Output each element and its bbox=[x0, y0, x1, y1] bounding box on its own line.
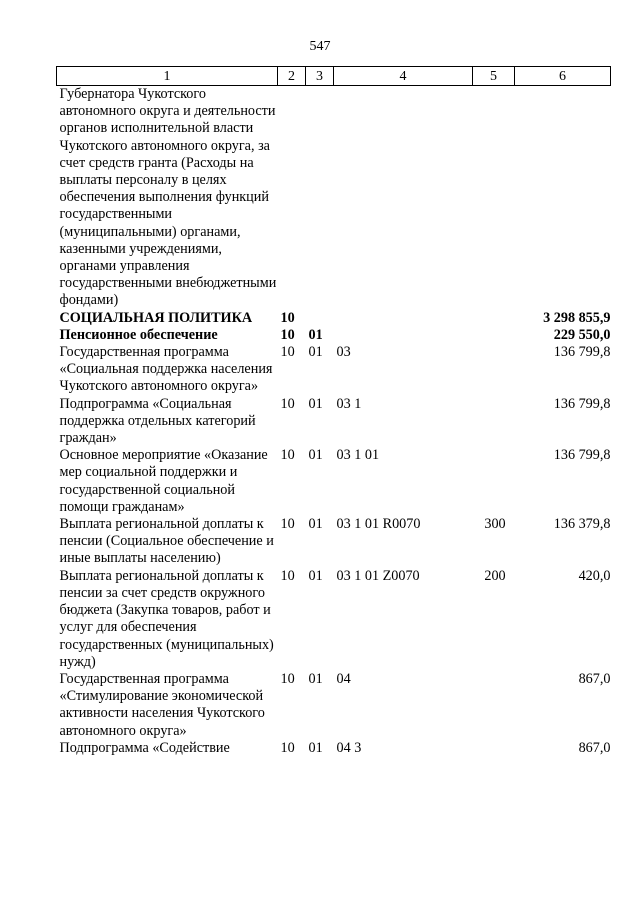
row-name-cell: Подпрограмма «Социальная поддержка отдельных категорий граждан» bbox=[59, 395, 256, 447]
row-amount-cell: 420,0 bbox=[578, 567, 611, 584]
row-subsection-cell bbox=[306, 310, 334, 327]
row-amount-cell: 136 799,8 bbox=[553, 344, 611, 361]
row-name-cell: Губернатора Чукотского автономного округа и деятельности органов исполнительной власти Чукотского автономного округа, за счет средств гранта (Расходы на выплаты персоналу в целях обеспечения выполнения функций государственными (муниципальными) органами, казенными учреждениями, органами управления государственными внебюджетными фондами) bbox=[59, 86, 277, 309]
row-amount-cell: 136 379,8 bbox=[553, 516, 611, 533]
row-target-article-cell: 03 bbox=[336, 344, 351, 361]
row-expense-type-cell bbox=[473, 310, 515, 327]
row-target-article-cell: 04 bbox=[336, 670, 351, 687]
row-section-cell: 10 bbox=[280, 309, 295, 326]
row-subsection-cell: 01 bbox=[308, 395, 323, 412]
row-section-cell bbox=[278, 86, 306, 310]
row-subsection-cell: 01 bbox=[308, 326, 323, 343]
row-name-cell: Выплата региональной доплаты к пенсии за счет средств окружного бюджета (Закупка товаров, работ и услуг для обеспечения государственных (муниципальных) нужд) bbox=[59, 567, 274, 670]
row-expense-type-cell bbox=[473, 344, 515, 396]
row-section-cell: 10 bbox=[280, 516, 295, 533]
row-subsection-cell: 01 bbox=[308, 447, 323, 464]
row-expense-type-cell bbox=[473, 86, 515, 310]
row-section-cell: 10 bbox=[280, 395, 295, 412]
row-name-cell: Основное мероприятие «Оказание мер социальной поддержки и государственной социальной помощи гражданам» bbox=[59, 447, 268, 515]
row-name-cell: СОЦИАЛЬНАЯ ПОЛИТИКА bbox=[59, 309, 253, 326]
column-header: 4 bbox=[334, 67, 473, 86]
row-subsection-cell: 01 bbox=[308, 516, 323, 533]
row-expense-type-cell: 200 bbox=[484, 567, 506, 584]
row-target-article-cell: 03 1 01 Z0070 bbox=[336, 567, 420, 584]
table-row bbox=[57, 310, 611, 327]
row-subsection-cell: 01 bbox=[308, 670, 323, 687]
table-row bbox=[57, 740, 611, 757]
row-subsection-cell: 01 bbox=[308, 739, 323, 756]
row-name-cell: Подпрограмма «Содействие bbox=[59, 739, 230, 756]
row-subsection-cell: 01 bbox=[308, 567, 323, 584]
row-section-cell: 10 bbox=[280, 344, 295, 361]
row-target-article-cell: 04 3 bbox=[336, 739, 362, 756]
table-header-row bbox=[57, 67, 611, 86]
row-section-cell: 10 bbox=[280, 739, 295, 756]
row-target-article-cell: 03 1 bbox=[336, 395, 362, 412]
column-header: 2 bbox=[278, 67, 306, 86]
table-row bbox=[57, 396, 611, 448]
row-amount-cell: 136 799,8 bbox=[553, 447, 611, 464]
row-name-cell: Государственная программа «Социальная поддержка населения Чукотского автономного округа» bbox=[59, 344, 273, 395]
page-number: 547 bbox=[309, 39, 331, 54]
row-expense-type-cell bbox=[473, 447, 515, 516]
row-amount-cell bbox=[515, 86, 611, 310]
row-target-article-cell bbox=[334, 327, 473, 344]
row-amount-cell: 867,0 bbox=[578, 739, 611, 756]
row-target-article-cell bbox=[334, 86, 473, 310]
column-header: 6 bbox=[515, 67, 611, 86]
row-name-cell: Пенсионное обеспечение bbox=[59, 326, 218, 343]
row-expense-type-cell bbox=[473, 327, 515, 344]
table-row bbox=[57, 671, 611, 740]
row-amount-cell: 867,0 bbox=[578, 670, 611, 687]
row-target-article-cell: 03 1 01 R0070 bbox=[336, 516, 421, 533]
row-expense-type-cell bbox=[473, 740, 515, 757]
table-row bbox=[57, 86, 611, 310]
row-section-cell: 10 bbox=[280, 447, 295, 464]
row-expense-type-cell bbox=[473, 396, 515, 448]
row-subsection-cell: 01 bbox=[308, 344, 323, 361]
table-row bbox=[57, 344, 611, 396]
row-target-article-cell bbox=[334, 310, 473, 327]
row-amount-cell: 3 298 855,9 bbox=[543, 309, 611, 326]
row-amount-cell: 136 799,8 bbox=[553, 395, 611, 412]
row-section-cell: 10 bbox=[280, 670, 295, 687]
column-header: 3 bbox=[306, 67, 334, 86]
row-subsection-cell bbox=[306, 86, 334, 310]
column-header: 5 bbox=[473, 67, 515, 86]
table-row bbox=[57, 327, 611, 344]
row-expense-type-cell: 300 bbox=[484, 516, 506, 533]
row-target-article-cell: 03 1 01 bbox=[336, 447, 380, 464]
row-expense-type-cell bbox=[473, 671, 515, 740]
budget-table bbox=[56, 66, 611, 757]
row-name-cell: Выплата региональной доплаты к пенсии (Социальное обеспечение и иные выплаты населению) bbox=[59, 516, 274, 567]
row-name-cell: Государственная программа «Стимулирование экономической активности населения Чукотского автономного округа» bbox=[59, 670, 265, 739]
row-section-cell: 10 bbox=[280, 326, 295, 343]
row-amount-cell: 229 550,0 bbox=[553, 326, 611, 343]
table-row bbox=[57, 516, 611, 568]
table-row bbox=[57, 568, 611, 671]
table-row bbox=[57, 447, 611, 516]
column-header: 1 bbox=[57, 67, 278, 86]
row-section-cell: 10 bbox=[280, 567, 295, 584]
